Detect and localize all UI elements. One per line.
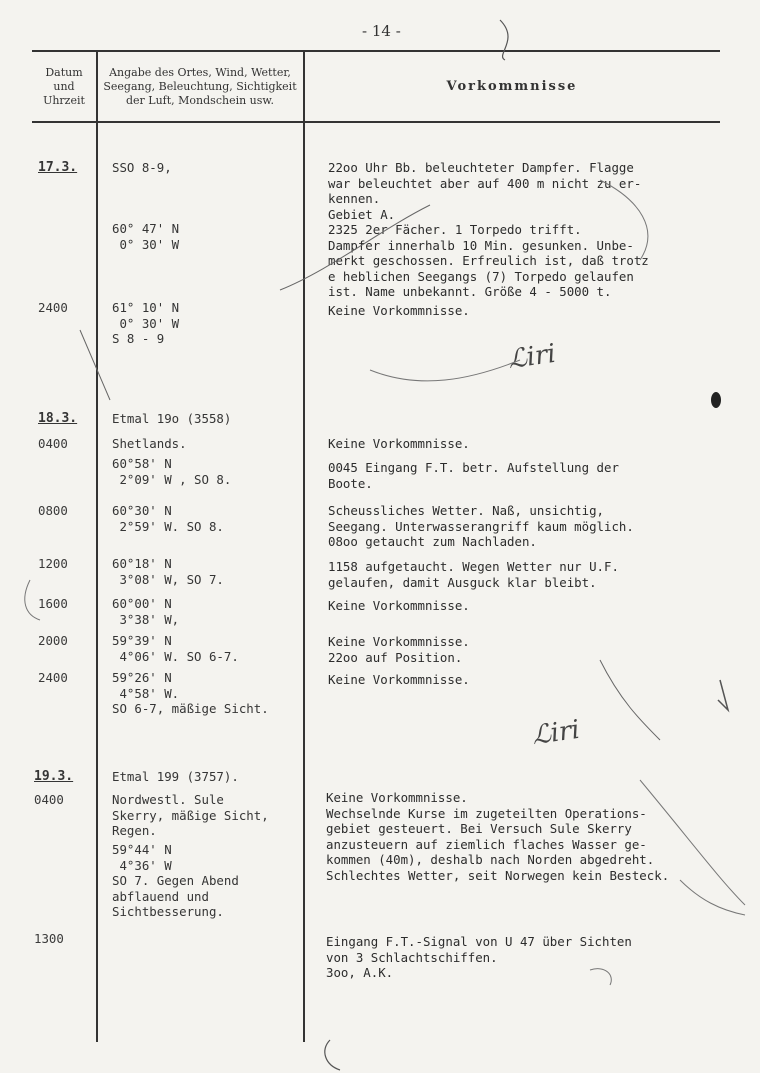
header-location-line-1: Angabe des Ortes, Wind, Wetter, (109, 66, 291, 79)
event-entry: Keine Vorkommnisse. Wechselnde Kurse im zugeteilten Operations- gebiet gesteuert. Bei Versuch Sule Skerry anzusteuern auf ziemlich flaches Wasser ge- kommen (40m), deshalb nach Norden abgedreht. Schlechtes Wetter, seit Norwegen kein Besteck. (326, 790, 670, 883)
location-entry: 60°30' N 2°59' W. SO 8. (112, 503, 224, 534)
time-entry: 1300 (34, 931, 64, 946)
time-entry: 2400 (38, 300, 68, 315)
table-top-rule (32, 50, 720, 52)
location-entry: SSO 8-9, (112, 160, 172, 175)
time-entry: 0800 (38, 503, 68, 518)
column-divider-1 (96, 52, 98, 1042)
time-entry: 0400 (34, 792, 64, 807)
header-location-line-2: Seegang, Beleuchtung, Sichtigkeit (103, 80, 297, 93)
location-entry: 59°44' N 4°36' W SO 7. Gegen Abend abflauend und Sichtbesserung. (112, 842, 239, 919)
event-entry: Keine Vorkommnisse. (328, 303, 470, 318)
event-entry: Keine Vorkommnisse. 22oo auf Position. (328, 634, 470, 665)
column-divider-2 (303, 52, 305, 1042)
location-entry: Shetlands. (112, 436, 187, 451)
event-entry: 22oo Uhr Bb. beleuchteter Dampfer. Flagge war beleuchtet aber auf 400 m nicht zu er- kennen. Gebiet A. 2325 2er Fächer. 1 Torpedo trifft. Dampfer innerhalb 10 Min. gesunken. Unbe- merkt geschossen. Erfreulich ist, daß trotz e heblichen Seegangs (7) Torpedo gelaufen ist. Name unbekannt. Größe 4 - 5000 t. (328, 160, 649, 299)
location-entry: Etmal 19o (3558) (112, 411, 232, 426)
header-date-time (34, 66, 94, 108)
event-entry: Keine Vorkommnisse. (328, 598, 470, 613)
location-entry: 59°39' N 4°06' W. SO 6-7. (112, 633, 239, 664)
location-entry: Nordwestl. Sule Skerry, mäßige Sicht, Regen. (112, 792, 269, 838)
header-date-time-line-3: Uhrzeit (43, 94, 85, 107)
header-location-line-3: der Luft, Mondschein usw. (125, 94, 275, 107)
header-date-time-line-1: Datum (45, 66, 83, 79)
location-entry: 60°18' N 3°08' W, SO 7. (112, 556, 224, 587)
time-entry: 1600 (38, 596, 68, 611)
location-entry: Etmal 199 (3757). (112, 769, 239, 784)
date-19-3: 19.3. (34, 769, 74, 784)
header-events: Vorkommnisse (446, 79, 578, 94)
location-entry: 59°26' N 4°58' W. SO 6-7, mäßige Sicht. (112, 670, 269, 716)
event-entry: 1158 aufgetaucht. Wegen Wetter nur U.F. gelaufen, damit Ausguck klar bleibt. (328, 559, 619, 590)
event-entry: Keine Vorkommnisse. (328, 436, 470, 451)
date-17-3: 17.3. (38, 160, 78, 175)
signature-2: ℒiri (530, 714, 582, 752)
signature-1: ℒiri (506, 338, 558, 376)
location-entry: 60° 47' N 0° 30' W (112, 221, 180, 252)
header-date-time-line-2: und (53, 80, 75, 93)
event-entry: Keine Vorkommnisse. (328, 672, 470, 687)
event-entry: Scheussliches Wetter. Naß, unsichtig, Seegang. Unterwasserangriff kaum möglich. 08oo getaucht zum Nachladen. (328, 503, 634, 549)
location-entry: 60°58' N 2°09' W , SO 8. (112, 456, 232, 487)
page-number: - 14 - (362, 22, 401, 40)
location-entry: 61° 10' N 0° 30' W S 8 - 9 (112, 300, 180, 346)
event-entry: 0045 Eingang F.T. betr. Aufstellung der Boote. (328, 460, 619, 491)
date-18-3: 18.3. (38, 411, 78, 426)
time-entry: 1200 (38, 556, 68, 571)
time-entry: 2400 (38, 670, 68, 685)
location-entry: 60°00' N 3°38' W, (112, 596, 180, 627)
event-entry: Eingang F.T.-Signal von U 47 über Sichten von 3 Schlachtschiffen. 3oo, A.K. (326, 934, 632, 980)
header-location (98, 66, 302, 108)
time-entry: 2000 (38, 633, 68, 648)
time-entry: 0400 (38, 436, 68, 451)
table-header-rule (32, 121, 720, 123)
